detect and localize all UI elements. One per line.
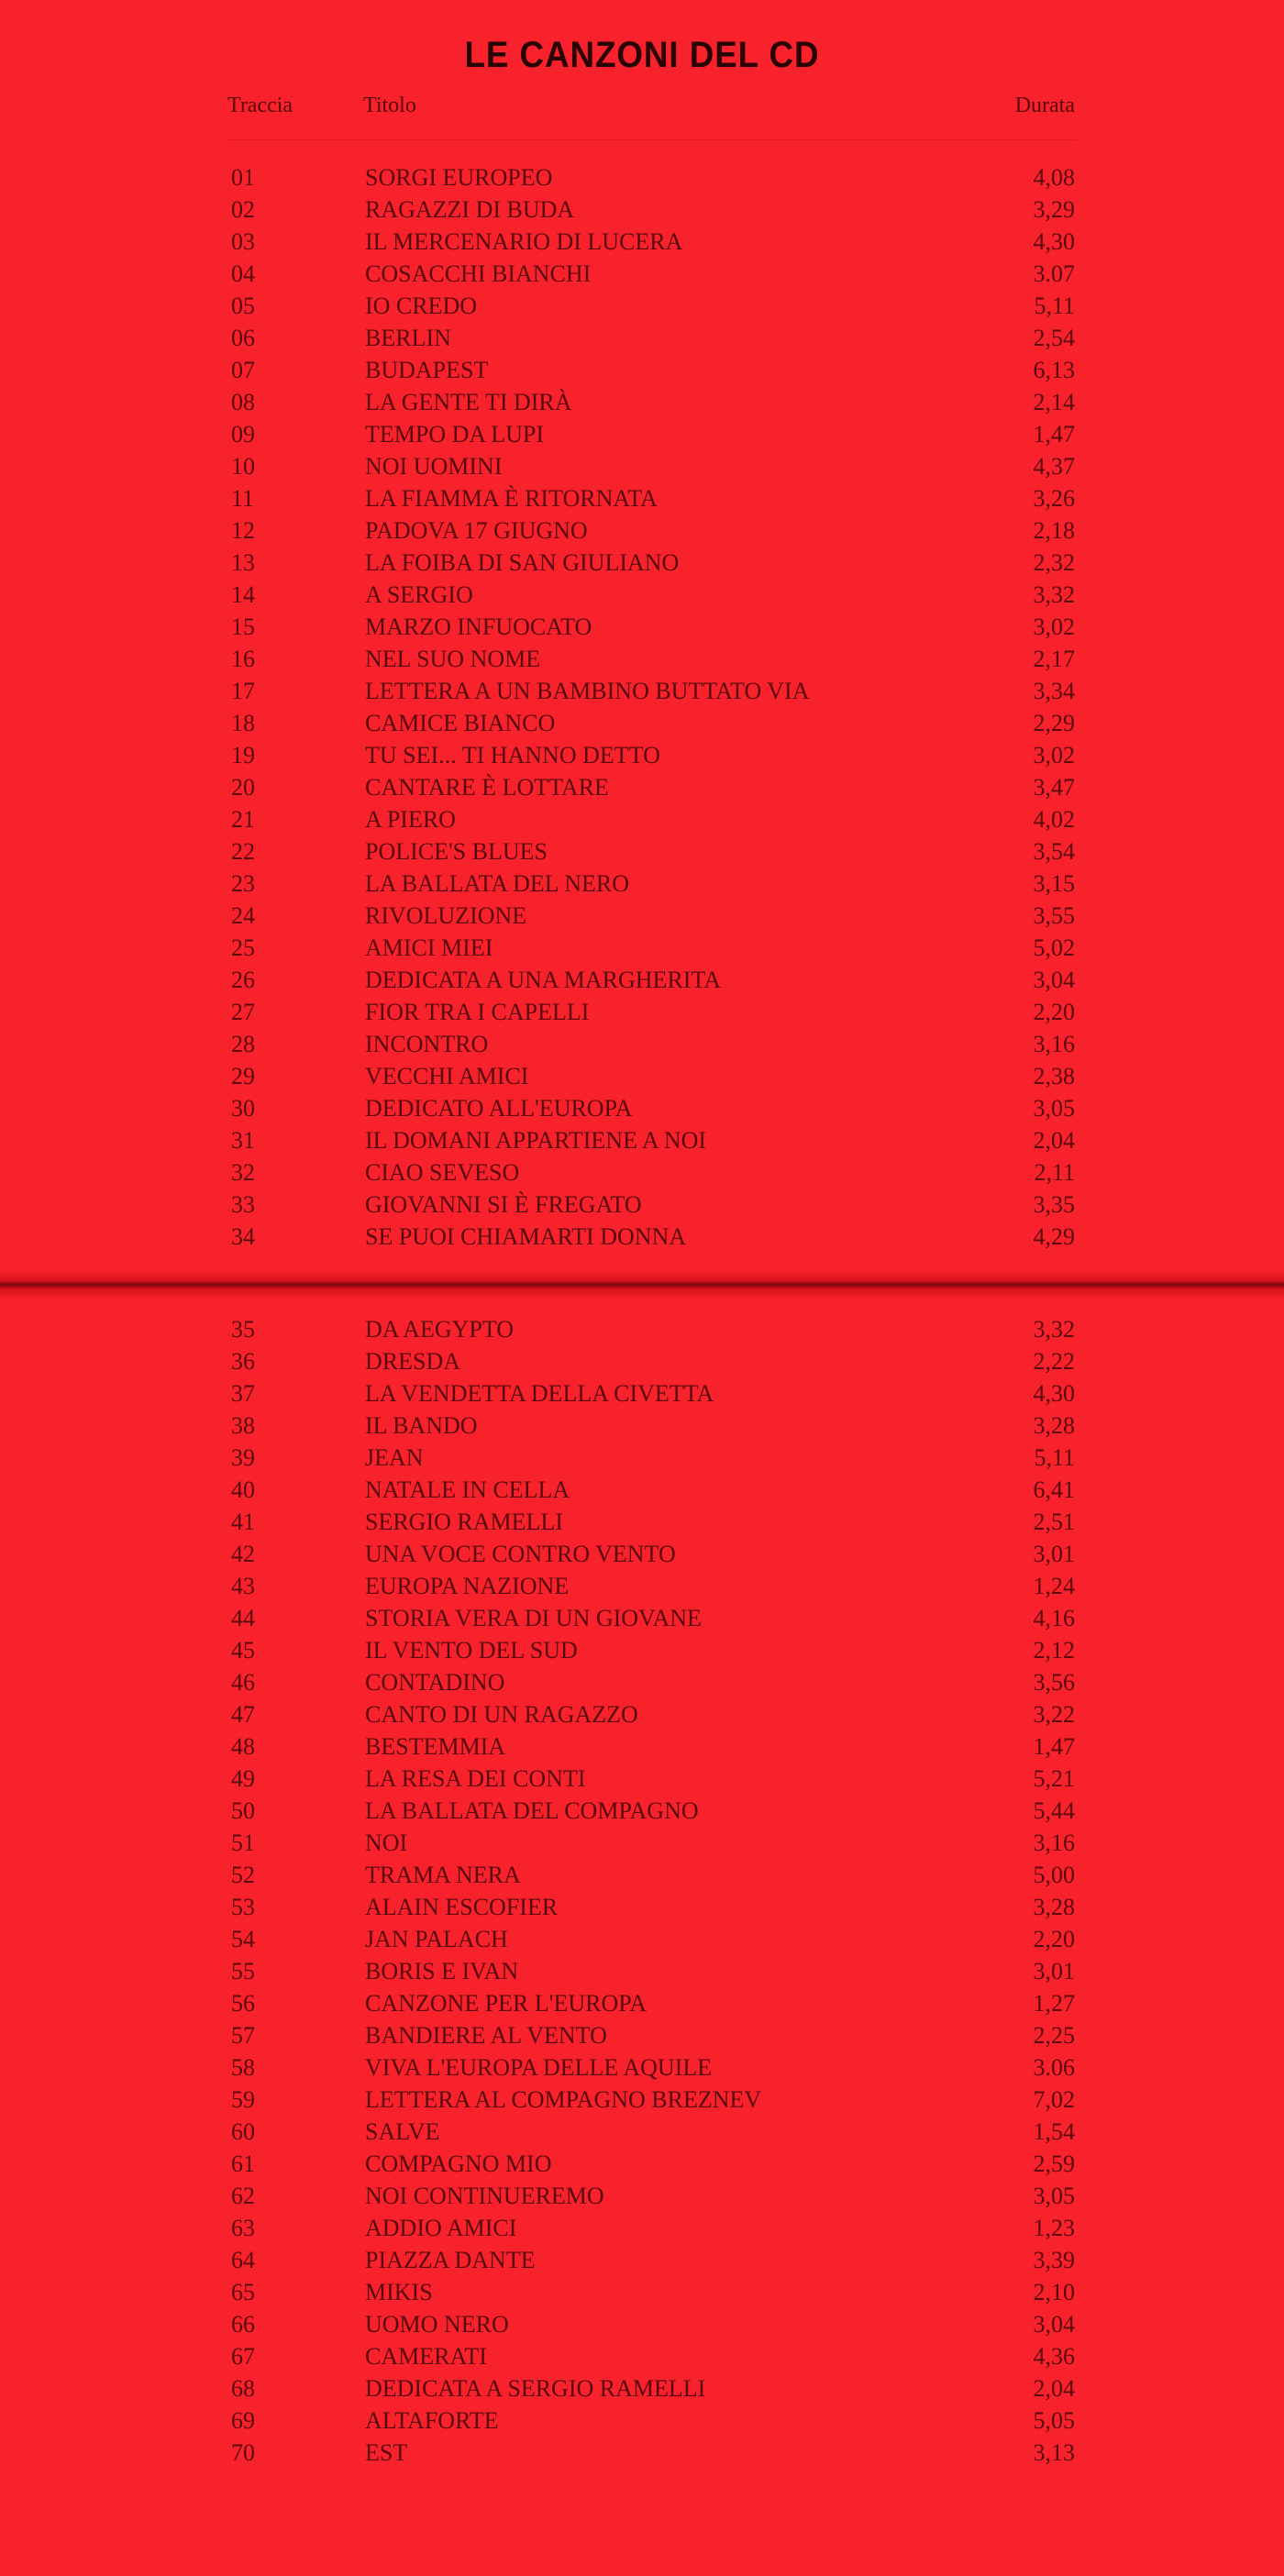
track-number: 05	[231, 293, 255, 319]
track-list-part-1	[0, 161, 1284, 1253]
track-title: BERLIN	[365, 325, 451, 351]
track-row	[0, 1060, 1284, 1092]
track-number: 01	[231, 164, 255, 191]
track-title: CONTADINO	[365, 1669, 505, 1696]
track-title: IO CREDO	[365, 293, 478, 319]
track-duration: 3,56	[1033, 1669, 1075, 1696]
track-number: 49	[231, 1765, 255, 1792]
track-number: 32	[231, 1159, 255, 1186]
track-row	[0, 1221, 1284, 1253]
track-row	[0, 514, 1284, 547]
track-row	[0, 1028, 1284, 1060]
track-title: LA FOIBA DI SAN GIULIANO	[365, 549, 680, 576]
track-title: SERGIO RAMELLI	[365, 1509, 563, 1535]
track-title: FIOR TRA I CAPELLI	[365, 999, 590, 1025]
track-row	[0, 547, 1284, 579]
track-title: POLICE'S BLUES	[365, 838, 548, 865]
track-number: 66	[231, 2311, 255, 2338]
track-title: LETTERA A UN BAMBINO BUTTATO VIA	[365, 678, 810, 704]
track-number: 09	[231, 421, 255, 448]
track-row	[0, 1891, 1284, 1923]
track-row	[0, 996, 1284, 1028]
track-row	[0, 1795, 1284, 1827]
track-title: DA AEGYPTO	[365, 1316, 515, 1343]
track-row	[0, 835, 1284, 868]
track-number: 33	[231, 1191, 255, 1218]
track-number: 25	[231, 934, 255, 961]
header-divider	[226, 139, 1077, 140]
track-duration: 3,22	[1033, 1701, 1075, 1728]
track-title: SORGI EUROPEO	[365, 164, 553, 191]
track-number: 06	[231, 325, 255, 351]
track-number: 43	[231, 1573, 255, 1599]
track-duration: 4,16	[1033, 1605, 1075, 1631]
track-row	[0, 418, 1284, 450]
track-row	[0, 2340, 1284, 2372]
track-duration: 3,16	[1033, 1830, 1075, 1856]
track-number: 41	[231, 1509, 255, 1535]
track-duration: 3,34	[1033, 678, 1075, 704]
track-number: 07	[231, 357, 255, 383]
track-title: IL MERCENARIO DI LUCERA	[365, 228, 683, 255]
track-number: 14	[231, 581, 255, 608]
track-duration: 1,54	[1033, 2118, 1075, 2145]
track-duration: 6,13	[1033, 357, 1075, 383]
track-title: BESTEMMIA	[365, 1733, 506, 1760]
track-duration: 2,14	[1033, 389, 1075, 415]
track-title: NEL SUO NOME	[365, 646, 541, 672]
track-number: 29	[231, 1063, 255, 1089]
track-duration: 3,05	[1033, 2183, 1075, 2209]
track-row	[0, 964, 1284, 996]
track-row	[0, 579, 1284, 611]
track-title: CANZONE PER L'EUROPA	[365, 1990, 648, 2017]
track-number: 35	[231, 1316, 255, 1343]
track-row	[0, 354, 1284, 386]
track-number: 54	[231, 1926, 255, 1952]
track-duration: 2,51	[1033, 1509, 1075, 1535]
track-title: NATALE IN CELLA	[365, 1476, 570, 1503]
track-row	[0, 1442, 1284, 1474]
track-title: BANDIERE AL VENTO	[365, 2022, 607, 2049]
track-row	[0, 1410, 1284, 1442]
track-title: JEAN	[365, 1444, 424, 1471]
track-title: DRESDA	[365, 1348, 461, 1375]
track-duration: 1,27	[1033, 1990, 1075, 2017]
track-row	[0, 2180, 1284, 2212]
track-number: 67	[231, 2343, 255, 2370]
track-title: CANTARE È LOTTARE	[365, 774, 609, 801]
track-duration: 3,05	[1033, 1095, 1075, 1122]
track-duration: 3,39	[1033, 2247, 1075, 2273]
track-row	[0, 193, 1284, 226]
track-number: 39	[231, 1444, 255, 1471]
track-title: LETTERA AL COMPAGNO BREZNEV	[365, 2086, 762, 2113]
track-row	[0, 643, 1284, 675]
track-row	[0, 1377, 1284, 1410]
track-duration: 3,01	[1033, 1541, 1075, 1567]
track-number: 64	[231, 2247, 255, 2273]
column-header-title: Titolo	[363, 94, 416, 117]
track-title: DEDICATA A UNA MARGHERITA	[365, 967, 722, 993]
track-number: 38	[231, 1412, 255, 1439]
track-duration: 2,17	[1033, 646, 1075, 672]
track-duration: 3,47	[1033, 774, 1075, 801]
track-row	[0, 290, 1284, 322]
track-duration: 4,36	[1033, 2343, 1075, 2370]
track-row	[0, 1570, 1284, 1602]
track-duration: 2,25	[1033, 2022, 1075, 2049]
track-duration: 3,32	[1033, 581, 1075, 608]
track-duration: 5,00	[1033, 1862, 1075, 1888]
track-number: 15	[231, 614, 255, 640]
track-number: 13	[231, 549, 255, 576]
track-row	[0, 2244, 1284, 2276]
track-duration: 2,20	[1033, 1926, 1075, 1952]
track-title: PIAZZA DANTE	[365, 2247, 536, 2273]
track-duration: 3,32	[1033, 1316, 1075, 1343]
track-row	[0, 1156, 1284, 1188]
track-number: 31	[231, 1127, 255, 1154]
track-title: MIKIS	[365, 2279, 433, 2305]
column-header-duration: Durata	[1014, 94, 1075, 117]
track-duration: 3,35	[1033, 1191, 1075, 1218]
track-duration: 3,02	[1033, 614, 1075, 640]
track-number: 26	[231, 967, 255, 993]
page-title: LE CANZONI DEL CD	[464, 35, 820, 75]
track-title: ALAIN ESCOFIER	[365, 1894, 559, 1920]
track-number: 42	[231, 1541, 255, 1567]
track-row	[0, 803, 1284, 835]
track-number: 18	[231, 710, 255, 736]
track-duration: 3,54	[1033, 838, 1075, 865]
booklet-fold	[0, 1271, 1284, 1299]
track-title: LA BALLATA DEL NERO	[365, 870, 629, 897]
track-number: 44	[231, 1605, 255, 1631]
track-row	[0, 932, 1284, 964]
track-title: LA RESA DEI CONTI	[365, 1765, 586, 1792]
track-title: UNA VOCE CONTRO VENTO	[365, 1541, 676, 1567]
track-row	[0, 1506, 1284, 1538]
track-row	[0, 1602, 1284, 1634]
track-row	[0, 1698, 1284, 1730]
track-number: 47	[231, 1701, 255, 1728]
track-number: 70	[231, 2439, 255, 2466]
track-title: SALVE	[365, 2118, 440, 2145]
track-duration: 2,12	[1033, 1637, 1075, 1664]
track-duration: 6,41	[1033, 1476, 1075, 1503]
track-row	[0, 707, 1284, 739]
track-number: 40	[231, 1476, 255, 1503]
track-duration: 1,24	[1033, 1573, 1075, 1599]
track-number: 03	[231, 228, 255, 255]
track-duration: 4,08	[1033, 164, 1075, 191]
track-title: GIOVANNI SI È FREGATO	[365, 1191, 642, 1218]
track-duration: 2,10	[1033, 2279, 1075, 2305]
track-row	[0, 2405, 1284, 2437]
track-number: 11	[231, 485, 255, 512]
track-duration: 3,28	[1033, 1894, 1075, 1920]
track-duration: 2,59	[1033, 2150, 1075, 2177]
track-title: TEMPO DA LUPI	[365, 421, 545, 448]
track-row	[0, 1345, 1284, 1377]
track-title: ALTAFORTE	[365, 2407, 499, 2434]
track-duration: 4,30	[1033, 1380, 1075, 1407]
track-row	[0, 386, 1284, 418]
track-duration: 3,02	[1033, 742, 1075, 768]
track-duration: 3,13	[1033, 2439, 1075, 2466]
track-row	[0, 900, 1284, 932]
track-row	[0, 1730, 1284, 1763]
track-title: DEDICATO ALL'EUROPA	[365, 1095, 633, 1122]
track-title: CANTO DI UN RAGAZZO	[365, 1701, 638, 1728]
track-number: 52	[231, 1862, 255, 1888]
track-number: 08	[231, 389, 255, 415]
track-row	[0, 1955, 1284, 1987]
track-duration: 3,29	[1033, 196, 1075, 223]
track-row	[0, 2084, 1284, 2116]
track-title: LA VENDETTA DELLA CIVETTA	[365, 1380, 714, 1407]
track-row	[0, 1538, 1284, 1570]
track-duration: 2,38	[1033, 1063, 1075, 1089]
track-row	[0, 2051, 1284, 2084]
track-duration: 3,26	[1033, 485, 1075, 512]
track-row	[0, 1634, 1284, 1666]
track-duration: 5,21	[1033, 1765, 1075, 1792]
track-title: TRAMA NERA	[365, 1862, 521, 1888]
track-row	[0, 739, 1284, 771]
track-row	[0, 226, 1284, 258]
track-number: 21	[231, 806, 255, 833]
track-duration: 3,28	[1033, 1412, 1075, 1439]
track-duration: 2,11	[1034, 1159, 1075, 1186]
track-duration: 4,30	[1033, 228, 1075, 255]
track-title: NOI CONTINUEREMO	[365, 2183, 604, 2209]
track-row	[0, 2372, 1284, 2405]
track-row	[0, 2148, 1284, 2180]
track-title: INCONTRO	[365, 1031, 489, 1057]
track-title: BUDAPEST	[365, 357, 489, 383]
track-duration: 3,15	[1033, 870, 1075, 897]
track-number: 45	[231, 1637, 255, 1664]
track-duration: 4,02	[1033, 806, 1075, 833]
track-row	[0, 2437, 1284, 2469]
track-title: COMPAGNO MIO	[365, 2150, 552, 2177]
track-duration: 2,29	[1033, 710, 1075, 736]
track-number: 60	[231, 2118, 255, 2145]
track-duration: 2,18	[1033, 517, 1075, 544]
track-title: LA GENTE TI DIRÀ	[365, 389, 572, 415]
track-row	[0, 1859, 1284, 1891]
track-duration: 5,11	[1034, 293, 1075, 319]
track-duration: 4,29	[1033, 1223, 1075, 1250]
track-row	[0, 1987, 1284, 2019]
track-number: 28	[231, 1031, 255, 1057]
track-title: CAMICE BIANCO	[365, 710, 556, 736]
track-number: 16	[231, 646, 255, 672]
track-duration: 2,04	[1033, 2375, 1075, 2402]
track-title: NOI UOMINI	[365, 453, 503, 480]
track-title: NOI	[365, 1830, 408, 1856]
track-duration: 3,04	[1033, 2311, 1075, 2338]
track-number: 23	[231, 870, 255, 897]
track-number: 68	[231, 2375, 255, 2402]
track-row	[0, 2019, 1284, 2051]
track-number: 04	[231, 260, 255, 287]
track-title: VECCHI AMICI	[365, 1063, 529, 1089]
track-number: 30	[231, 1095, 255, 1122]
track-number: 65	[231, 2279, 255, 2305]
track-duration: 3.06	[1033, 2054, 1075, 2081]
track-title: AMICI MIEI	[365, 934, 493, 961]
track-title: STORIA VERA DI UN GIOVANE	[365, 1605, 702, 1631]
track-number: 19	[231, 742, 255, 768]
track-duration: 3,55	[1033, 902, 1075, 929]
track-number: 61	[231, 2150, 255, 2177]
track-duration: 2,04	[1033, 1127, 1075, 1154]
track-title: VIVA L'EUROPA DELLE AQUILE	[365, 2054, 713, 2081]
track-row	[0, 450, 1284, 482]
track-row	[0, 2276, 1284, 2308]
track-number: 51	[231, 1830, 255, 1856]
track-title: PADOVA 17 GIUGNO	[365, 517, 588, 544]
track-row	[0, 258, 1284, 290]
track-row	[0, 2116, 1284, 2148]
track-number: 36	[231, 1348, 255, 1375]
track-number: 63	[231, 2215, 255, 2241]
track-number: 12	[231, 517, 255, 544]
track-number: 17	[231, 678, 255, 704]
track-row	[0, 1666, 1284, 1698]
track-duration: 2,32	[1033, 549, 1075, 576]
track-row	[0, 1923, 1284, 1955]
track-title: COSACCHI BIANCHI	[365, 260, 592, 287]
column-header-track: Traccia	[227, 94, 293, 117]
track-title: SE PUOI CHIAMARTI DONNA	[365, 1223, 687, 1250]
track-title: ADDIO AMICI	[365, 2215, 517, 2241]
track-number: 69	[231, 2407, 255, 2434]
track-duration: 3,04	[1033, 967, 1075, 993]
track-title: RIVOLUZIONE	[365, 902, 527, 929]
track-number: 46	[231, 1669, 255, 1696]
track-duration: 5,44	[1033, 1797, 1075, 1824]
track-number: 50	[231, 1797, 255, 1824]
track-number: 57	[231, 2022, 255, 2049]
track-number: 24	[231, 902, 255, 929]
track-duration: 3,01	[1033, 1958, 1075, 1985]
track-title: EST	[365, 2439, 408, 2466]
track-title: IL VENTO DEL SUD	[365, 1637, 578, 1664]
track-row	[0, 1474, 1284, 1506]
track-row	[0, 1124, 1284, 1156]
track-title: IL BANDO	[365, 1412, 478, 1439]
track-duration: 1,23	[1033, 2215, 1075, 2241]
track-title: BORIS E IVAN	[365, 1958, 519, 1985]
track-title: IL DOMANI APPARTIENE A NOI	[365, 1127, 707, 1154]
track-row	[0, 675, 1284, 707]
track-number: 62	[231, 2183, 255, 2209]
track-title: EUROPA NAZIONE	[365, 1573, 570, 1599]
track-duration: 1,47	[1033, 1733, 1075, 1760]
track-title: CAMERATI	[365, 2343, 487, 2370]
track-row	[0, 482, 1284, 514]
track-row	[0, 771, 1284, 803]
track-duration: 5,05	[1033, 2407, 1075, 2434]
track-number: 22	[231, 838, 255, 865]
track-number: 10	[231, 453, 255, 480]
track-duration: 5,02	[1033, 934, 1075, 961]
track-duration: 3.07	[1033, 260, 1075, 287]
track-row	[0, 868, 1284, 900]
track-title: A PIERO	[365, 806, 456, 833]
track-number: 20	[231, 774, 255, 801]
track-number: 37	[231, 1380, 255, 1407]
track-number: 59	[231, 2086, 255, 2113]
track-duration: 5,11	[1034, 1444, 1075, 1471]
track-title: LA FIAMMA È RITORNATA	[365, 485, 658, 512]
track-number: 48	[231, 1733, 255, 1760]
track-number: 56	[231, 1990, 255, 2017]
track-list-part-2	[0, 1313, 1284, 2469]
track-number: 55	[231, 1958, 255, 1985]
track-title: MARZO INFUOCATO	[365, 614, 592, 640]
track-title: CIAO SEVESO	[365, 1159, 520, 1186]
track-row	[0, 1188, 1284, 1221]
track-number: 27	[231, 999, 255, 1025]
track-row	[0, 1313, 1284, 1345]
track-number: 58	[231, 2054, 255, 2081]
track-row	[0, 322, 1284, 354]
track-row	[0, 611, 1284, 643]
track-duration: 2,54	[1033, 325, 1075, 351]
track-number: 02	[231, 196, 255, 223]
track-duration: 4,37	[1033, 453, 1075, 480]
track-title: A SERGIO	[365, 581, 473, 608]
track-duration: 7,02	[1033, 2086, 1075, 2113]
track-number: 53	[231, 1894, 255, 1920]
track-title: DEDICATA A SERGIO RAMELLI	[365, 2375, 706, 2402]
track-title: LA BALLATA DEL COMPAGNO	[365, 1797, 699, 1824]
track-duration: 1,47	[1033, 421, 1075, 448]
track-duration: 2,22	[1033, 1348, 1075, 1375]
track-row	[0, 1827, 1284, 1859]
track-row	[0, 161, 1284, 193]
track-title: JAN PALACH	[365, 1926, 508, 1952]
track-number: 34	[231, 1223, 255, 1250]
track-duration: 3,16	[1033, 1031, 1075, 1057]
track-row	[0, 2212, 1284, 2244]
track-title: RAGAZZI DI BUDA	[365, 196, 575, 223]
track-duration: 2,20	[1033, 999, 1075, 1025]
track-title: TU SEI... TI HANNO DETTO	[365, 742, 660, 768]
track-title: UOMO NERO	[365, 2311, 509, 2338]
track-row	[0, 1763, 1284, 1795]
track-row	[0, 1092, 1284, 1124]
track-row	[0, 2308, 1284, 2340]
